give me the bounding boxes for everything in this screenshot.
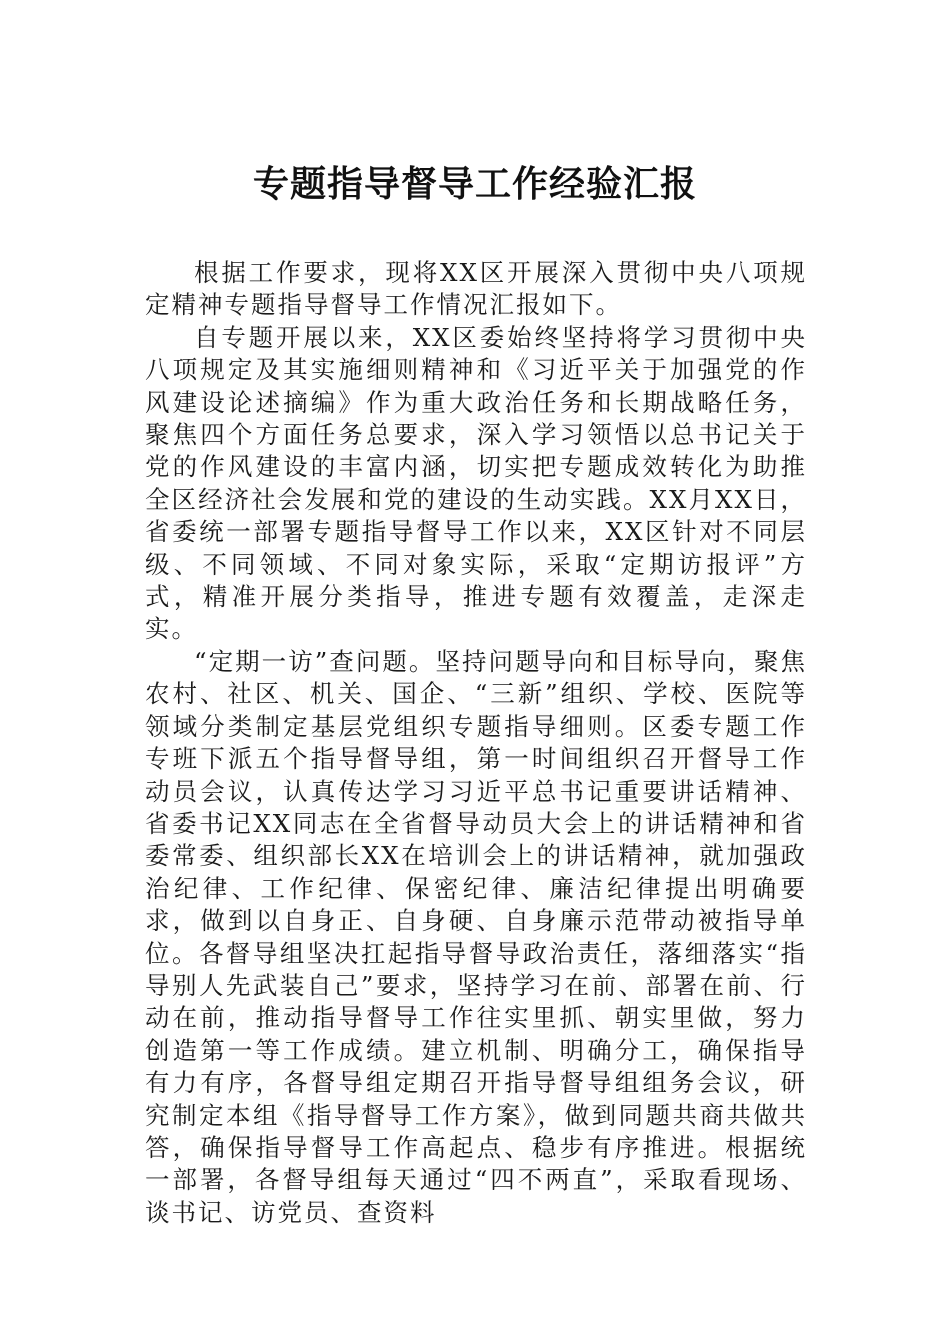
paragraph-regular-visit: “定期一访”查问题。坚持问题导向和目标导向，聚焦农村、社区、机关、国企、“三新”组织、学校、医院等领域分类制定基层党组织专题指导细则。区委专题工作专班下派五个指导督导组，第一时间组织召开督导工作动员会议，认真传达学习习近平总书记重要讲话精神、省委书记XX同志在全省督导动员大会上的讲话精神和省委常委、组织部长XX在培训会上的讲话精神，就加强政治纪律、工作纪律、保密纪律、廉洁纪律提出明确要求，做到以自身正、自身硬、自身廉示范带动被指导单位。各督导组坚决扛起指导督导政治责任，落细落实“指导别人先武装自己”要求，坚持学习在前、部署在前、行动在前，推动指导督导工作往实里抓、朝实里做，努力创造第一等工作成绩。建立机制、明确分工，确保指导有力有序，各督导组定期召开指导督导组组务会议，研究制定本组《指导督导工作方案》，做到同题共商共做共答，确保指导督导工作高起点、稳步有序推进。根据统一部署，各督导组每天通过“四不两直”，采取看现场、谈书记、访党员、查资料	[145, 646, 807, 1227]
document-title: 专题指导督导工作经验汇报	[252, 163, 697, 205]
document-body	[145, 257, 807, 1229]
paragraph-overview: 自专题开展以来，XX区委始终坚持将学习贯彻中央八项规定及其实施细则精神和《习近平关于加强党的作风建设论述摘编》作为重大政治任务和长期战略任务，聚焦四个方面任务总要求，深入学习领悟以总书记关于党的作风建设的丰富内涵，切实把专题成效转化为助推全区经济社会发展和党的建设的生动实践。XX月XX日，省委统一部署专题指导督导工作以来，XX区针对不同层级、不同领域、不同对象实际，采取“定期访报评”方式，精准开展分类指导，推进专题有效覆盖，走深走实。	[145, 322, 807, 644]
paragraph-intro: 根据工作要求，现将XX区开展深入贯彻中央八项规定精神专题指导督导工作情况汇报如下。	[145, 258, 807, 320]
